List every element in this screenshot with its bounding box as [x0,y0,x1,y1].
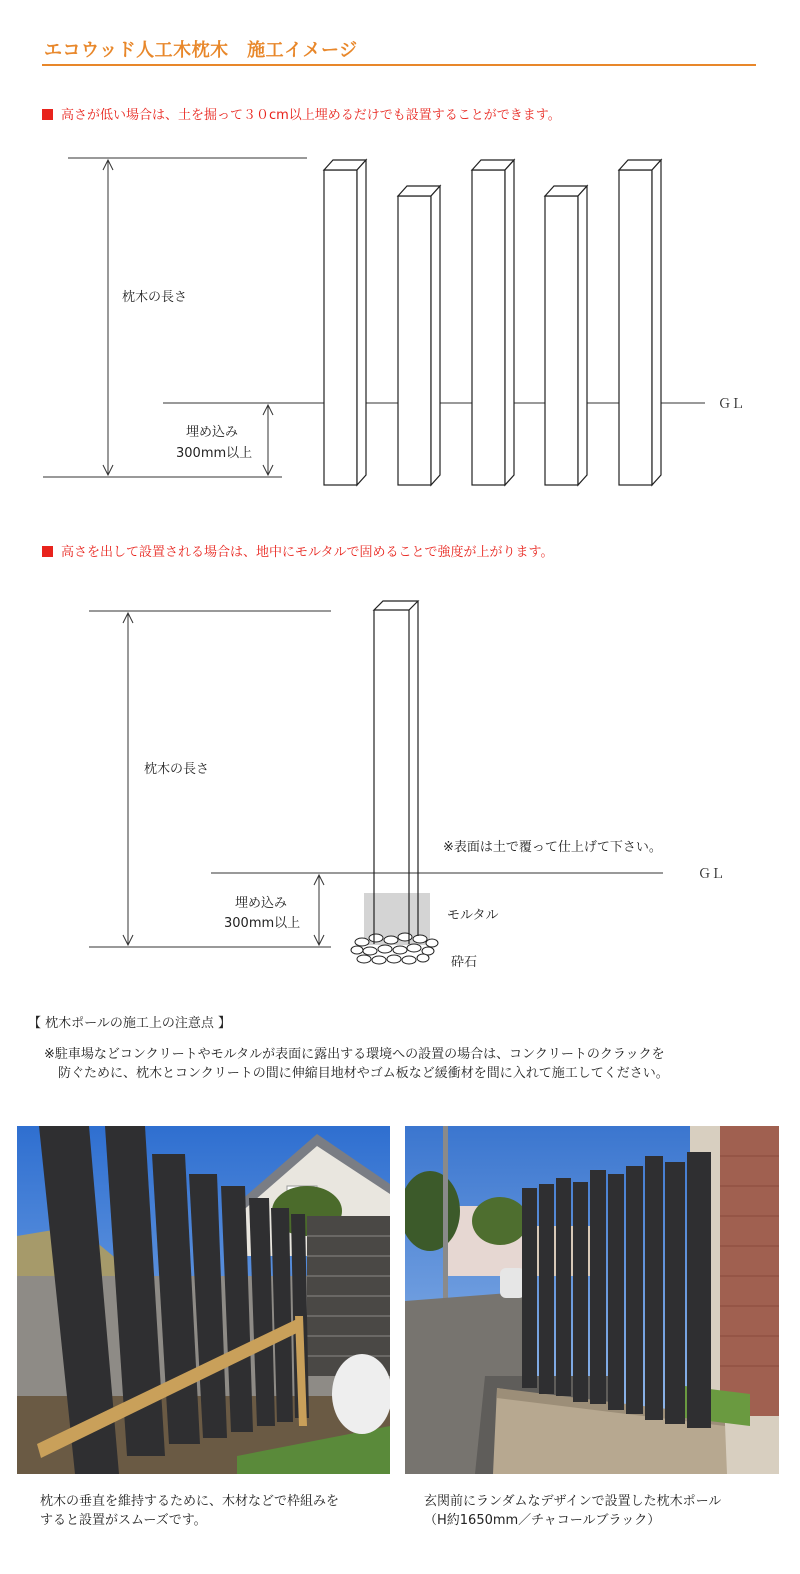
embed-label-line2: 300mm以上 [176,446,253,461]
diagram-mortar-install [0,590,800,980]
caution-heading: 【 枕木ポールの施工上の注意点 】 [28,1016,232,1031]
length-label: 枕木の長さ [144,762,210,777]
section1-note [42,104,561,123]
embed-label-line2: 300mm以上 [224,916,301,931]
embed-label-line1: 埋め込み [235,896,288,911]
page-title: エコウッド人工木枕木 施工イメージ [44,40,358,61]
photo-fence-construction [17,1126,390,1474]
right-caption-line2: （H約1650mm／チャコールブラック） [424,1513,661,1528]
embed-label-line1: 埋め込み [186,425,239,440]
gravel-label: 砕石 [451,955,478,970]
post-2 [398,186,440,485]
tall-post [374,601,418,944]
red-square-icon [42,546,53,557]
post-1 [324,160,366,485]
gl-label: ＧＬ [698,867,725,882]
caution-line1: ※駐車場などコンクリートやモルタルが表面に露出する環境への設置の場合は、コンクリートのクラックを [44,1047,665,1062]
section2-note [42,541,553,560]
gl-label: ＧＬ [718,397,745,412]
caution-body [44,1045,764,1083]
right-caption-line1: 玄関前にランダムなデザインで設置した枕木ポール [424,1494,722,1509]
photo-entrance-posts [405,1126,779,1474]
post-4 [545,186,587,485]
length-label: 枕木の長さ [122,290,188,305]
red-square-icon [42,109,53,120]
left-photo-caption [40,1492,339,1530]
section2-note-text: 高さを出して設置される場合は、地中にモルタルで固めることで強度が上がります。 [61,545,554,560]
mortar-label: モルタル [447,908,499,923]
left-caption-line2: すると設置がスムーズです。 [40,1513,207,1528]
left-caption-line1: 枕木の垂直を維持するために、木材などで枠組みを [40,1494,340,1509]
post-3 [472,160,514,485]
diagram-shallow-install [0,140,800,500]
surface-note: ※表面は土で覆って仕上げて下さい。 [443,840,662,855]
post-5 [619,160,661,485]
caution-line2: 防ぐために、枕木とコンクリートの間に伸縮目地材やゴム板など緩衝材を間に入れて施工してください。 [58,1066,669,1081]
section1-note-text: 高さが低い場合は、土を掘って３０cm以上埋めるだけでも設置することができます。 [61,108,561,123]
title-divider [42,64,756,66]
right-photo-caption [424,1492,721,1530]
